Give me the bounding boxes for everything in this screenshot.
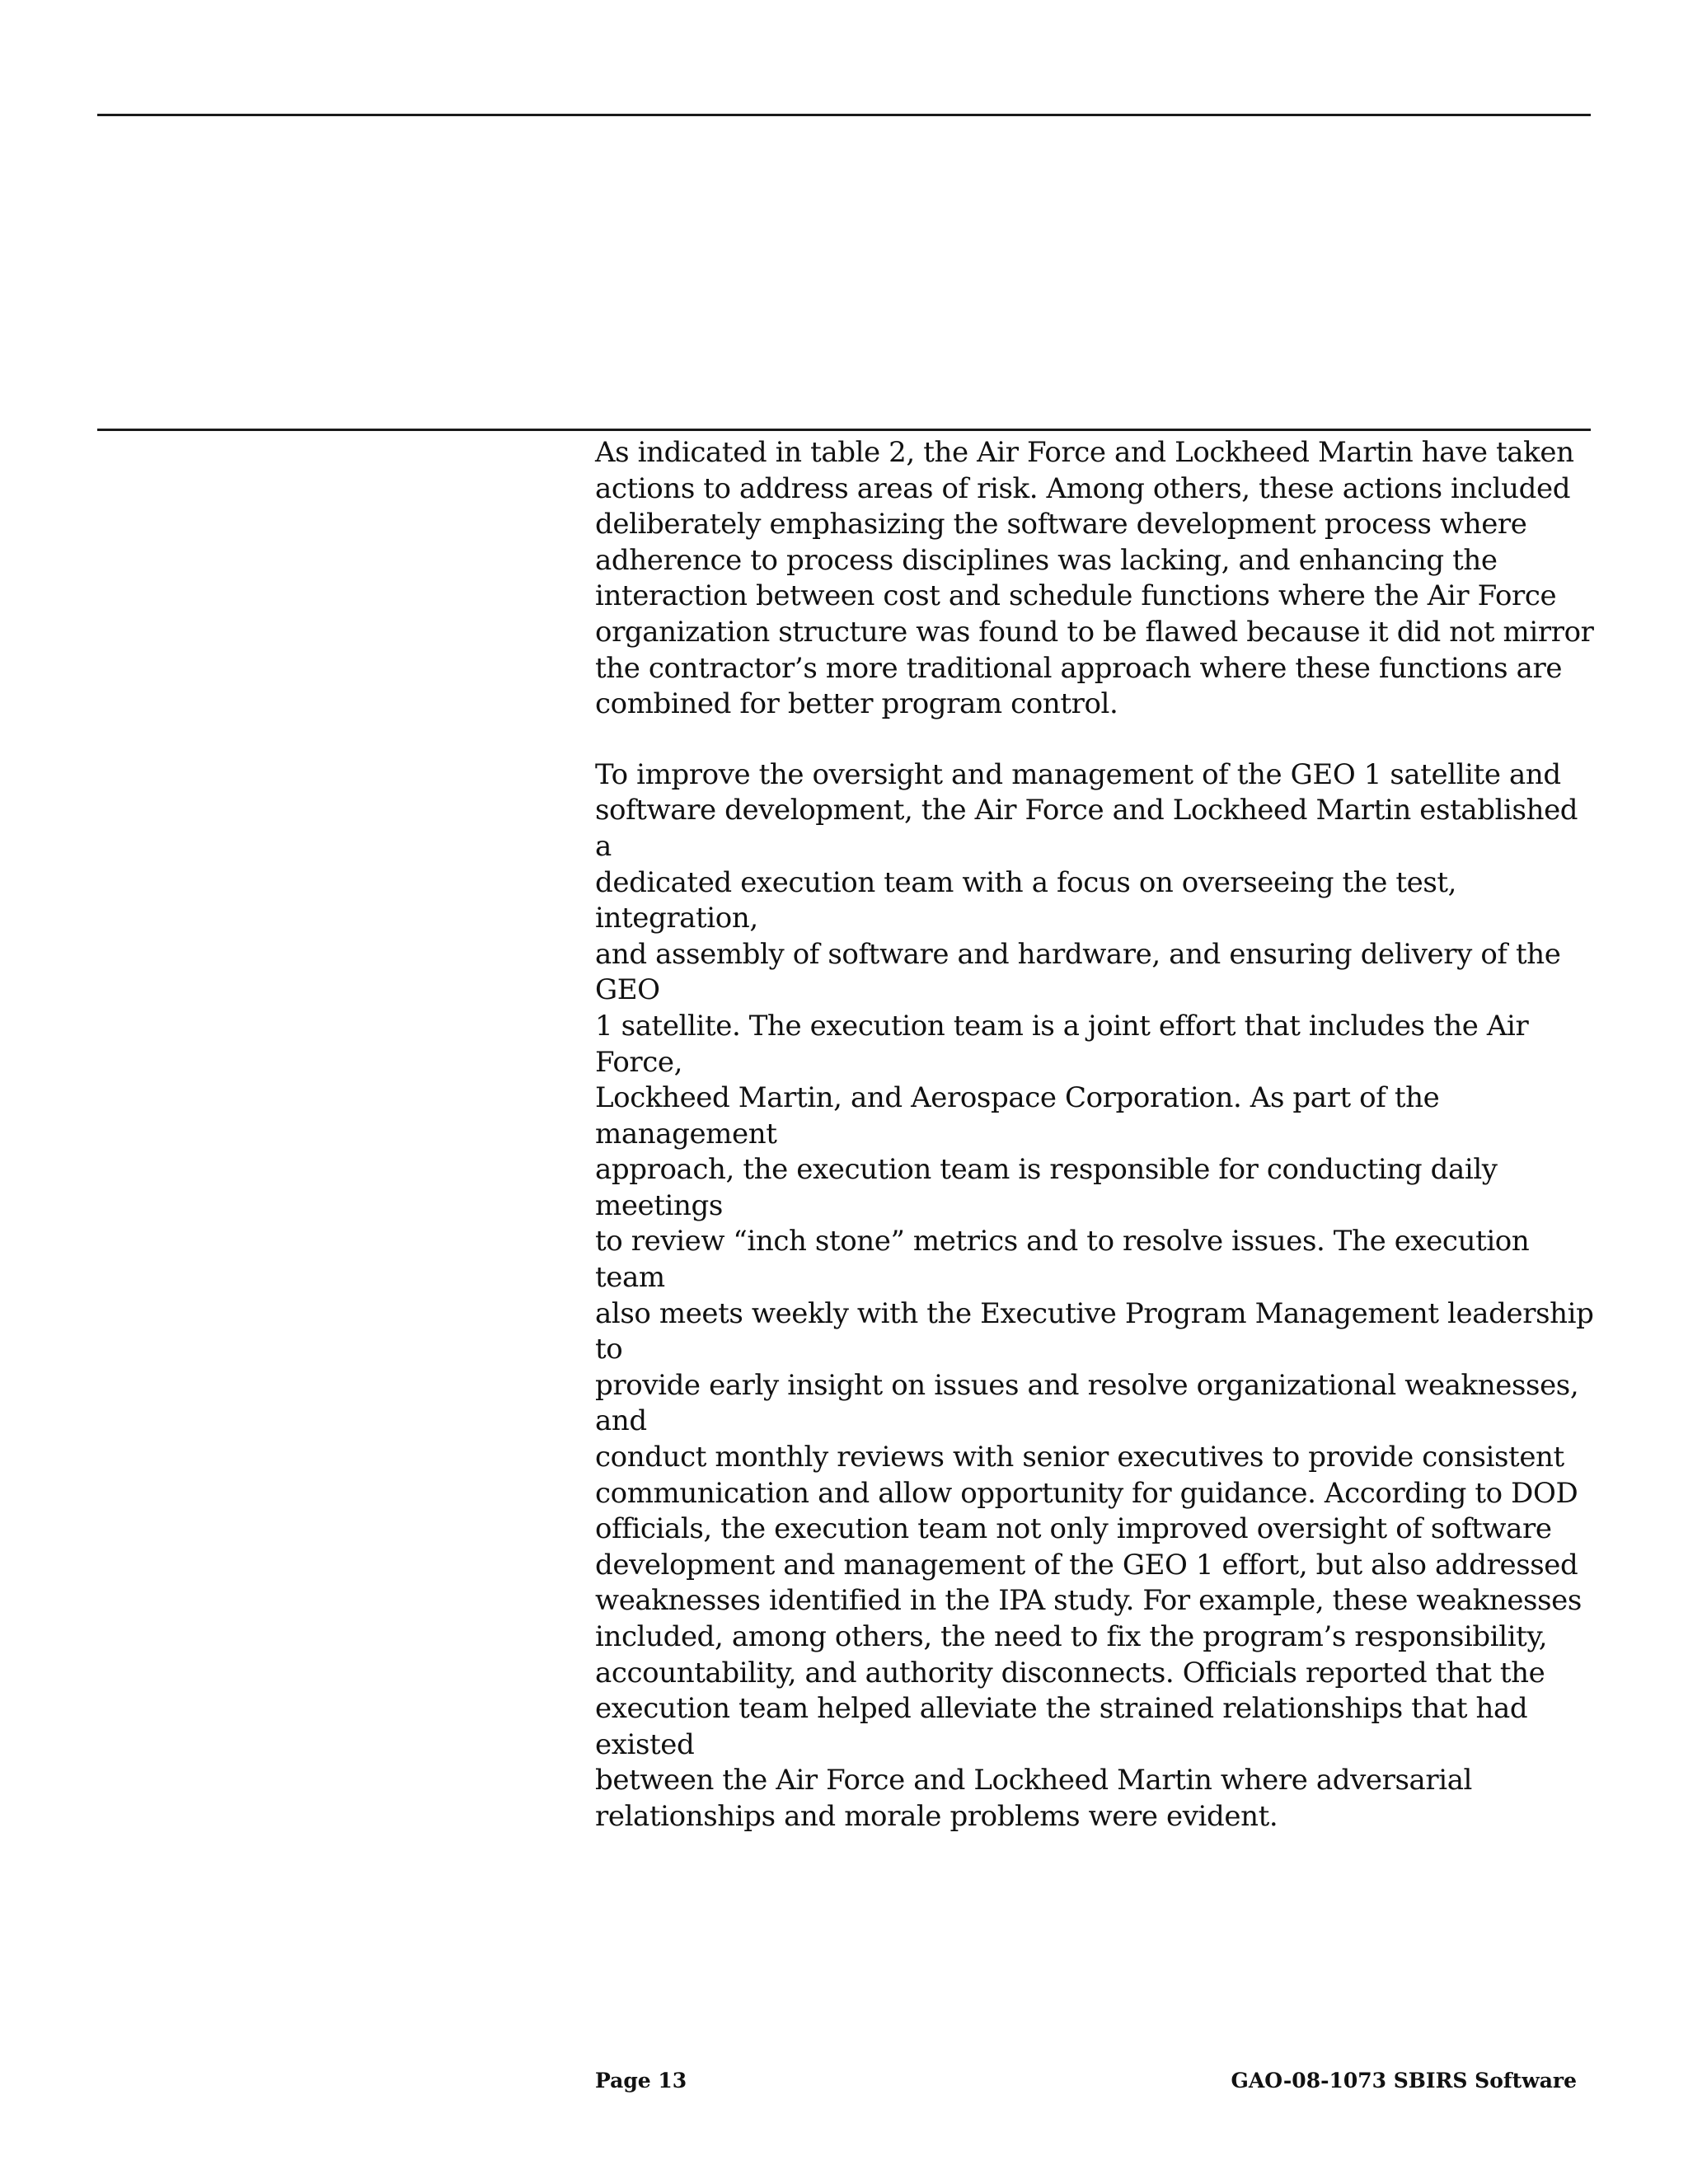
report-identifier: GAO-08-1073 SBIRS Software xyxy=(1231,2069,1577,2093)
body-text xyxy=(595,435,1597,1870)
header-top-rule xyxy=(97,114,1591,116)
paragraph-execution-team: To improve the oversight and management of the GEO 1 satellite and software development, the Air Force and Lockheed Martin established a dedicated execution team with a focus on overseeing the test, integration, and assembly of software and hardware, and ensuring delivery of the GEO 1 satellite. The execution team is a joint effort that includes the Air Force, Lockheed Martin, and Aerospace Corporation. As part of the management approach, the execution team is responsible for conducting daily meetings to review “inch stone” metrics and to resolve issues. The execution team also meets weekly with the Executive Program Management leadership to provide early insight on issues and resolve organizational weaknesses, and conduct monthly reviews with senior executives to provide consistent communication and allow opportunity for guidance. According to DOD officials, the execution team not only improved oversight of software development and management of the GEO 1 effort, but also addressed weaknesses identified in the IPA study. For example, these weaknesses included, among others, the need to fix the program’s responsibility, accountability, and authority disconnects. Officials reported that the execution team helped alleviate the strained relationships that had existed between the Air Force and Lockheed Martin where adversarial relationships and morale problems were evident. xyxy=(595,757,1594,1833)
page-number: Page 13 xyxy=(595,2069,687,2093)
section-divider-rule xyxy=(97,429,1591,431)
paragraph-risk-actions: As indicated in table 2, the Air Force and Lockheed Martin have taken actions to address areas of risk. Among others, these actions included deliberately emphasizing the software development process where adherence to process disciplines was lacking, and enhancing the interaction between cost and schedule functions where the Air Force organization structure was found to be flawed because it did not mirror the contractor’s more traditional approach where these functions are combined for better program control. xyxy=(595,436,1594,721)
